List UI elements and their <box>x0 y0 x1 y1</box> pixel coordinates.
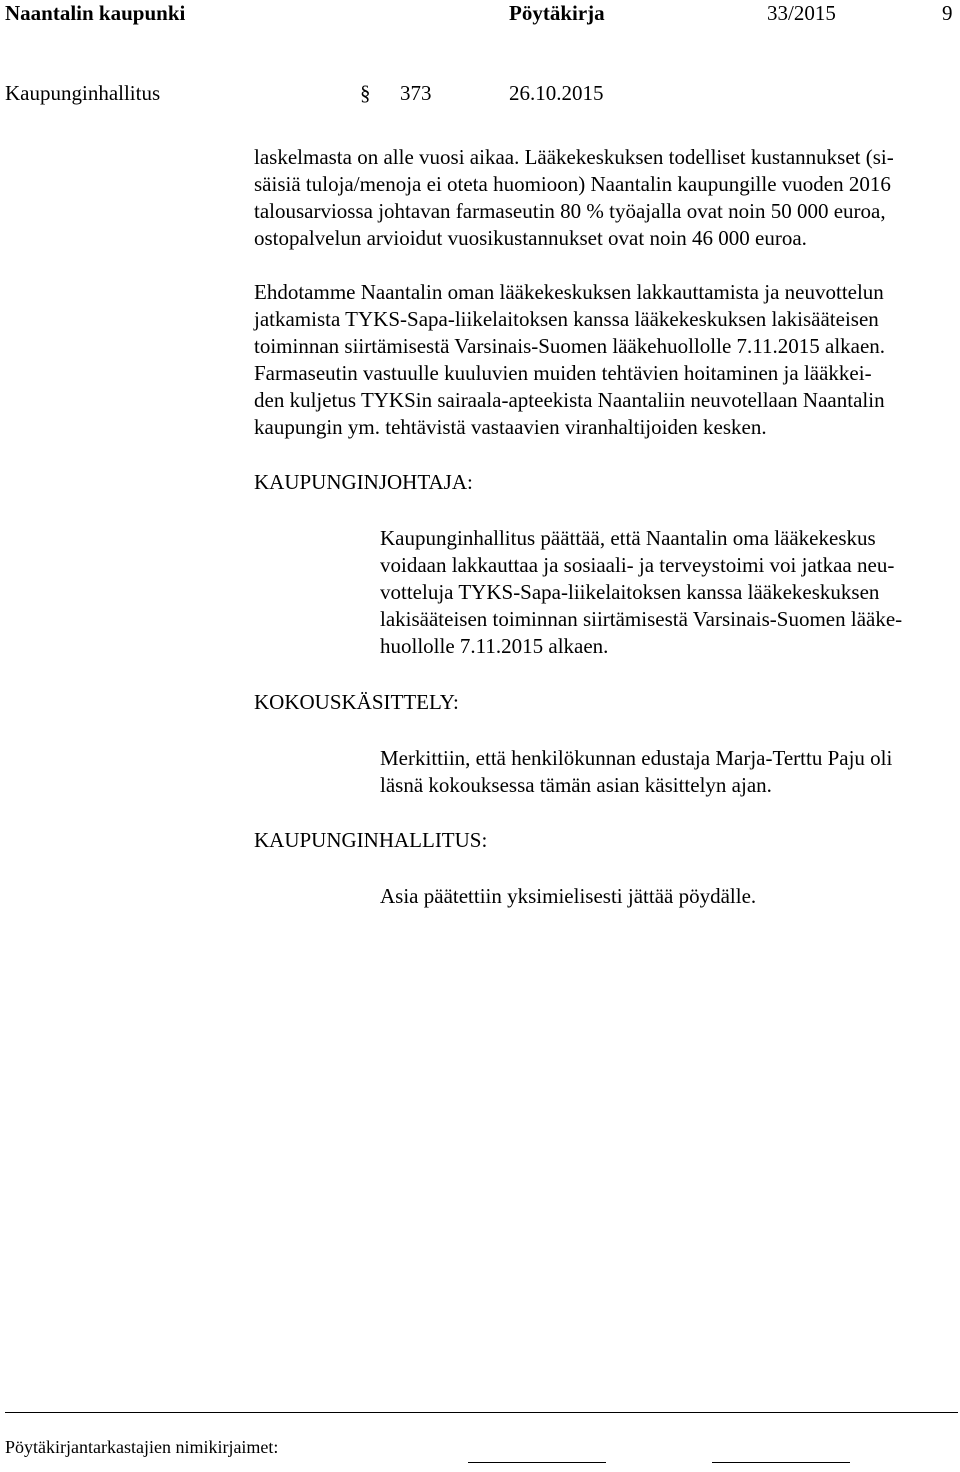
city-board-label: KAUPUNGINHALLITUS: <box>254 828 488 852</box>
paragraph-line: Merkittiin, että henkilökunnan edustaja Marja-Terttu Paju oli <box>380 746 893 770</box>
paragraph-line: huollolle 7.11.2015 alkaen. <box>380 634 609 658</box>
municipality-name: Naantalin kaupunki <box>5 1 186 25</box>
signature-line-2 <box>712 1462 850 1463</box>
paragraph-line: säisiä tuloja/menoja ei oteta huomioon) Naantalin kaupungille vuoden 2016 <box>254 172 891 196</box>
section-number: 373 <box>400 81 432 105</box>
section-symbol-icon: § <box>360 81 371 105</box>
paragraph-proposal <box>254 279 885 441</box>
signature-line-1 <box>468 1462 606 1463</box>
footer-divider <box>5 1412 958 1413</box>
paragraph-line: läsnä kokouksessa tämän asian käsittelyn ajan. <box>380 773 772 797</box>
paragraph-line: Ehdotamme Naantalin oman lääkekeskuksen lakkauttamista ja neuvottelun <box>254 280 884 304</box>
paragraph-line: Farmaseutin vastuulle kuuluvien muiden tehtävien hoitaminen ja lääkkei- <box>254 361 872 385</box>
mayor-proposal <box>380 525 902 660</box>
paragraph-line: Asia päätettiin yksimielisesti jättää pöydälle. <box>380 884 757 908</box>
paragraph-line: ostopalvelun arvioidut vuosikustannukset ovat noin 46 000 euroa. <box>254 226 807 250</box>
paragraph-line: Kaupunginhallitus päättää, että Naantalin oma lääkekeskus <box>380 526 876 550</box>
paragraph-line: jatkamista TYKS-Sapa-liikelaitoksen kanssa lääkekeskuksen lakisääteisen <box>254 307 879 331</box>
page-number: 9 <box>942 1 953 25</box>
governing-body: Kaupunginhallitus <box>5 81 161 105</box>
paragraph-line: den kuljetus TYKSin sairaala-apteekista Naantaliin neuvotellaan Naantalin <box>254 388 885 412</box>
paragraph-line: kaupungin ym. tehtävistä vastaavien viranhaltijoiden kesken. <box>254 415 767 439</box>
paragraph-line: lakisääteisen toiminnan siirtämisestä Varsinais-Suomen lääke- <box>380 607 903 631</box>
meeting-date: 26.10.2015 <box>509 81 604 105</box>
signatures-label: Pöytäkirjantarkastajien nimikirjaimet: <box>5 1437 279 1457</box>
paragraph-costs <box>254 144 894 252</box>
meeting-handling-label: KOKOUSKÄSITTELY: <box>254 690 459 714</box>
paragraph-line: voidaan lakkauttaa ja sosiaali- ja terveystoimi voi jatkaa neu- <box>380 553 895 577</box>
meeting-handling-text <box>380 745 892 799</box>
document-number: 33/2015 <box>767 1 836 25</box>
city-board-decision <box>380 883 756 910</box>
document-type: Pöytäkirja <box>509 1 605 25</box>
paragraph-line: talousarviossa johtavan farmaseutin 80 % työajalla ovat noin 50 000 euroa, <box>254 199 886 223</box>
paragraph-line: laskelmasta on alle vuosi aikaa. Lääkekeskuksen todelliset kustannukset (si- <box>254 145 894 169</box>
paragraph-line: votteluja TYKS-Sapa-liikelaitoksen kanssa lääkekeskuksen <box>380 580 880 604</box>
mayor-label: KAUPUNGINJOHTAJA: <box>254 470 473 494</box>
paragraph-line: toiminnan siirtämisestä Varsinais-Suomen lääkehuollolle 7.11.2015 alkaen. <box>254 334 886 358</box>
